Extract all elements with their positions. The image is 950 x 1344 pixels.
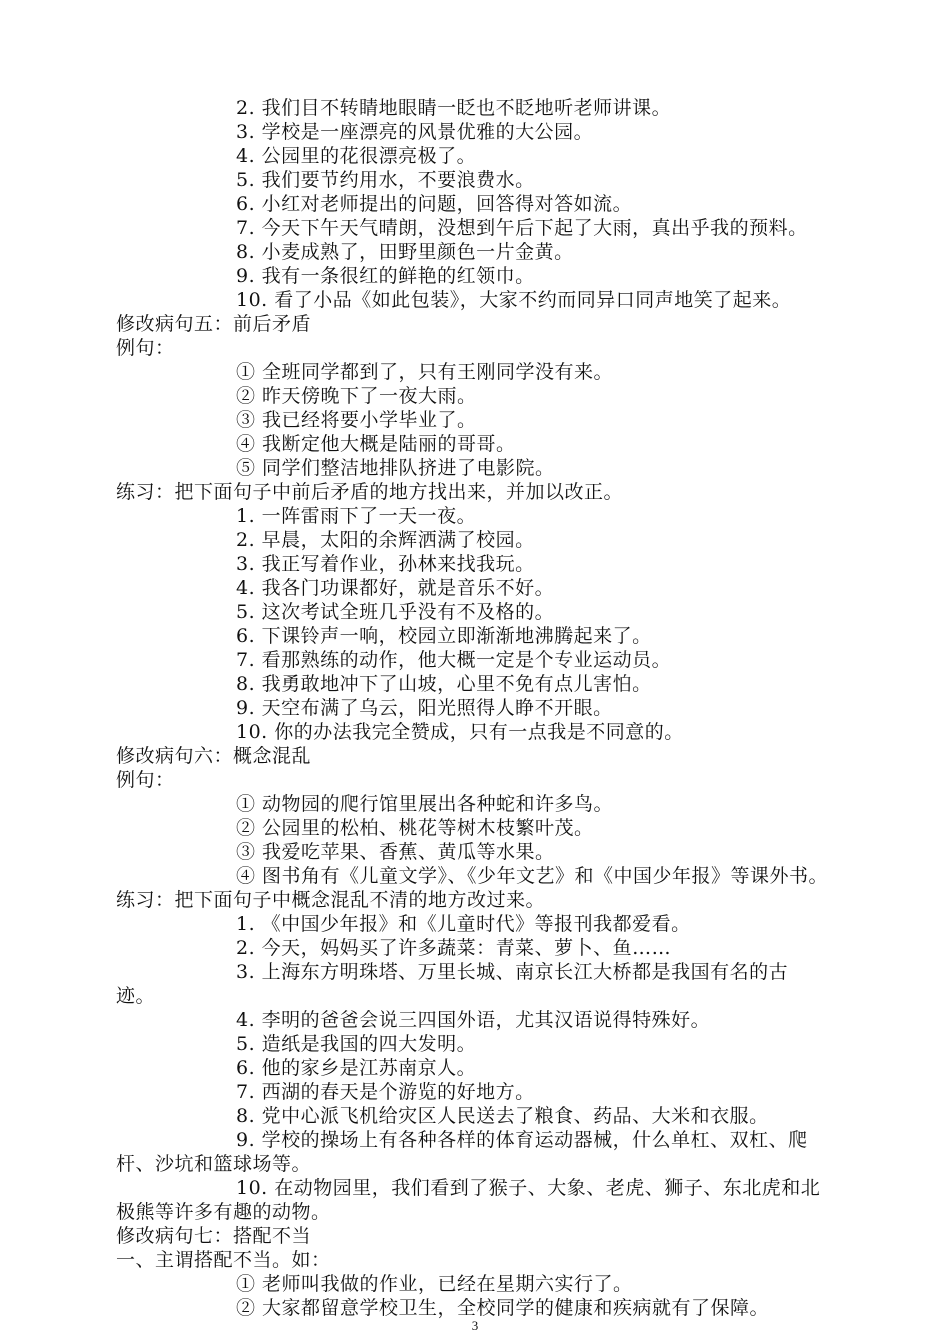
- section-heading: 修改病句六：概念混乱: [116, 745, 312, 767]
- exercise-item: 3. 上海东方明珠塔、万里长城、南京长江大桥都是我国有名的古: [236, 961, 789, 983]
- exercise-item: 3. 我正写着作业，孙林来找我玩。: [236, 553, 535, 575]
- example-item: ② 昨天傍晚下了一夜大雨。: [236, 385, 477, 407]
- exercise-item: 5. 造纸是我国的四大发明。: [236, 1033, 477, 1055]
- example-item: ① 老师叫我做的作业，已经在星期六实行了。: [236, 1273, 633, 1295]
- example-item: ④ 我断定他大概是陆丽的哥哥。: [236, 433, 516, 455]
- exercise-item: 8. 小麦成熟了，田野里颜色一片金黄。: [236, 241, 574, 263]
- exercise-item: 2. 今天，妈妈买了许多蔬菜：青菜、萝卜、鱼……: [236, 937, 672, 959]
- exercise-item: 1. 一阵雷雨下了一天一夜。: [236, 505, 477, 527]
- exercise-item: 1. 《中国少年报》和《儿童时代》等报刊我都爱看。: [236, 913, 691, 935]
- exercise-item: 9. 天空布满了乌云，阳光照得人睁不开眼。: [236, 697, 613, 719]
- example-item: ② 大家都留意学校卫生，全校同学的健康和疾病就有了保障。: [236, 1297, 770, 1319]
- exercise-item: 4. 我各门功课都好，就是音乐不好。: [236, 577, 555, 599]
- exercise-instruction: 练习：把下面句子中前后矛盾的地方找出来，并加以改正。: [116, 481, 624, 503]
- exercise-item: 8. 我勇敢地冲下了山坡，心里不免有点儿害怕。: [236, 673, 652, 695]
- example-label: 例句：: [116, 769, 175, 791]
- exercise-item: 2. 早晨，太阳的余辉洒满了校园。: [236, 529, 535, 551]
- exercise-instruction: 练习：把下面句子中概念混乱不清的地方改过来。: [116, 889, 546, 911]
- exercise-item-continuation: 杆、沙坑和篮球场等。: [116, 1153, 312, 1175]
- example-item: ⑤ 同学们整洁地排队挤进了电影院。: [236, 457, 555, 479]
- exercise-item: 6. 他的家乡是江苏南京人。: [236, 1057, 477, 1079]
- exercise-item: 7. 西湖的春天是个游览的好地方。: [236, 1081, 535, 1103]
- exercise-item: 9. 学校的操场上有各种各样的体育运动器械，什么单杠、双杠、爬: [236, 1129, 808, 1151]
- exercise-item-continuation: 极熊等许多有趣的动物。: [116, 1201, 331, 1223]
- exercise-item: 10. 看了小品《如此包装》，大家不约而同异口同声地笑了起来。: [236, 289, 792, 311]
- example-item: ④ 图书角有《儿童文学》、《少年文艺》和《中国少年报》等课外书。: [236, 865, 829, 887]
- exercise-item: 9. 我有一条很红的鲜艳的红领巾。: [236, 265, 535, 287]
- exercise-item: 6. 小红对老师提出的问题，回答得对答如流。: [236, 193, 633, 215]
- exercise-item: 4. 公园里的花很漂亮极了。: [236, 145, 477, 167]
- subsection-heading: 一、主谓搭配不当。如：: [116, 1249, 331, 1271]
- exercise-item: 3. 学校是一座漂亮的风景优雅的大公园。: [236, 121, 594, 143]
- exercise-item: 5. 这次考试全班几乎没有不及格的。: [236, 601, 555, 623]
- page-number: 3: [471, 1318, 479, 1333]
- example-item: ① 动物园的爬行馆里展出各种蛇和许多鸟。: [236, 793, 614, 815]
- example-label: 例句：: [116, 337, 175, 359]
- exercise-item: 5. 我们要节约用水，不要浪费水。: [236, 169, 535, 191]
- example-item: ① 全班同学都到了，只有王刚同学没有来。: [236, 361, 614, 383]
- section-heading: 修改病句五：前后矛盾: [116, 313, 312, 335]
- example-item: ③ 我已经将要小学毕业了。: [236, 409, 477, 431]
- exercise-item: 2. 我们目不转睛地眼睛一眨也不眨地听老师讲课。: [236, 97, 672, 119]
- exercise-item: 10. 你的办法我完全赞成，只有一点我是不同意的。: [236, 721, 684, 743]
- exercise-item-continuation: 迹。: [116, 985, 156, 1007]
- exercise-item: 7. 看那熟练的动作，他大概一定是个专业运动员。: [236, 649, 672, 671]
- section-heading: 修改病句七：搭配不当: [116, 1225, 312, 1247]
- exercise-item: 8. 党中心派飞机给灾区人民送去了粮食、药品、大米和衣服。: [236, 1105, 769, 1127]
- exercise-item: 6. 下课铃声一响，校园立即渐渐地沸腾起来了。: [236, 625, 652, 647]
- example-item: ② 公园里的松柏、桃花等树木枝繁叶茂。: [236, 817, 594, 839]
- exercise-item: 4. 李明的爸爸会说三四国外语，尤其汉语说得特殊好。: [236, 1009, 711, 1031]
- example-item: ③ 我爱吃苹果、香蕉、黄瓜等水果。: [236, 841, 555, 863]
- exercise-item: 7. 今天下午天气晴朗，没想到午后下起了大雨，真出乎我的预料。: [236, 217, 808, 239]
- exercise-item: 10. 在动物园里，我们看到了猴子、大象、老虎、狮子、东北虎和北: [236, 1177, 821, 1199]
